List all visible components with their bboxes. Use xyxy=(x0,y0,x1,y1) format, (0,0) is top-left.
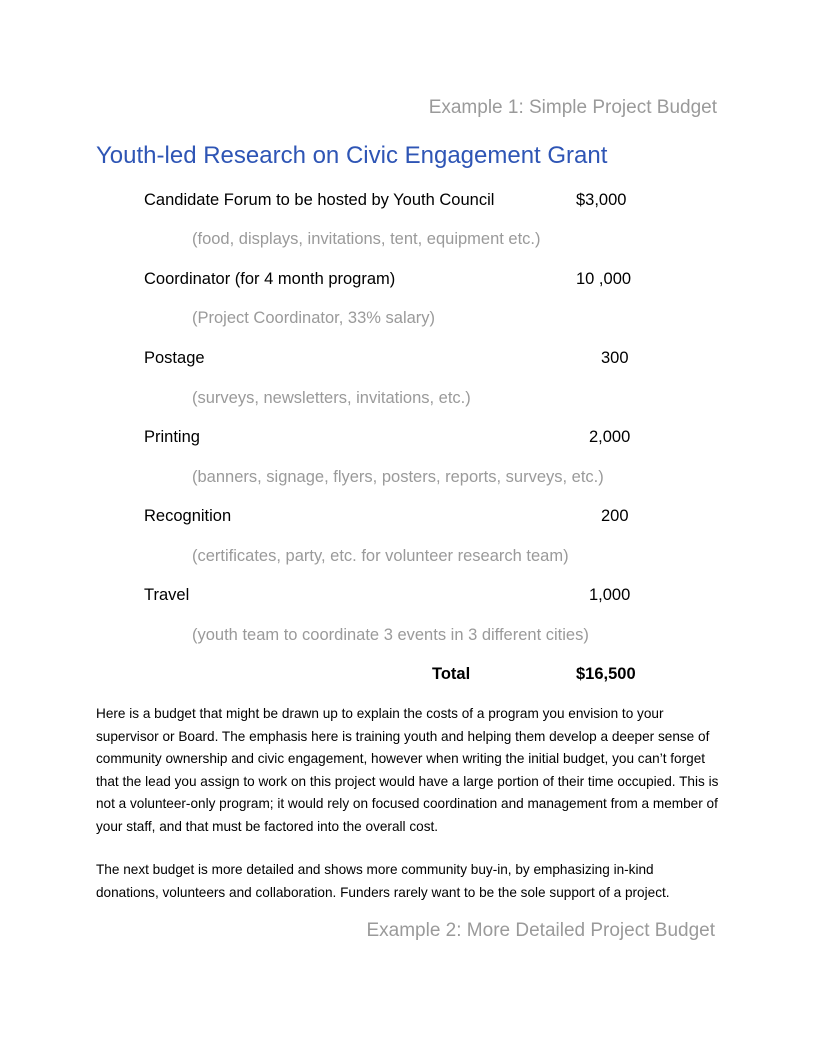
budget-item-amount: 2,000 xyxy=(589,428,631,446)
budget-item-label: Postage xyxy=(144,349,205,367)
total-value: $16,500 xyxy=(576,665,636,683)
explanation-paragraph: Here is a budget that might be drawn up to explain the costs of a program you envision to your supervisor or Board. The emphasis here is training youth and helping them develop a deeper sense of community ownership and civic engagement, however when writing the initial budget, you can’t forget that the lead you assign to work on this project would have a large portion of their time occupied. This is not a volunteer-only program; it would rely on focused coordination and management from a member of your staff, and that must be factored into the overall cost. xyxy=(96,706,719,834)
budget-item-description: (certificates, party, etc. for volunteer research team) xyxy=(192,547,569,565)
budget-item-amount: 10 ,000 xyxy=(576,270,632,288)
example-1-heading: Example 1: Simple Project Budget xyxy=(428,97,717,118)
example-2-heading: Example 2: More Detailed Project Budget xyxy=(366,920,715,941)
budget-item-amount: 1,000 xyxy=(589,586,631,604)
page-title: Youth-led Research on Civic Engagement Grant xyxy=(96,142,608,169)
budget-item-label: Printing xyxy=(144,428,200,446)
budget-item-description: (surveys, newsletters, invitations, etc.) xyxy=(192,389,471,407)
budget-item-description: (food, displays, invitations, tent, equipment etc.) xyxy=(192,230,541,248)
budget-item-label: Candidate Forum to be hosted by Youth Council xyxy=(144,191,495,209)
budget-item-description: (banners, signage, flyers, posters, reports, surveys, etc.) xyxy=(192,468,604,486)
budget-item-description: (youth team to coordinate 3 events in 3 different cities) xyxy=(192,626,589,644)
budget-item-description: (Project Coordinator, 33% salary) xyxy=(192,309,436,327)
budget-item-amount: 300 xyxy=(601,349,629,367)
next-budget-paragraph: The next budget is more detailed and shows more community buy-in, by emphasizing in-kind donations, volunteers and collaboration. Funders rarely want to be the sole support of a project. xyxy=(96,862,670,900)
budget-item-label: Recognition xyxy=(144,507,232,525)
budget-item-amount: 200 xyxy=(601,507,629,525)
budget-item-label: Coordinator (for 4 month program) xyxy=(144,270,396,288)
budget-item-amount: $3,000 xyxy=(576,191,627,209)
budget-item-label: Travel xyxy=(144,586,190,604)
total-label: Total xyxy=(432,665,471,683)
